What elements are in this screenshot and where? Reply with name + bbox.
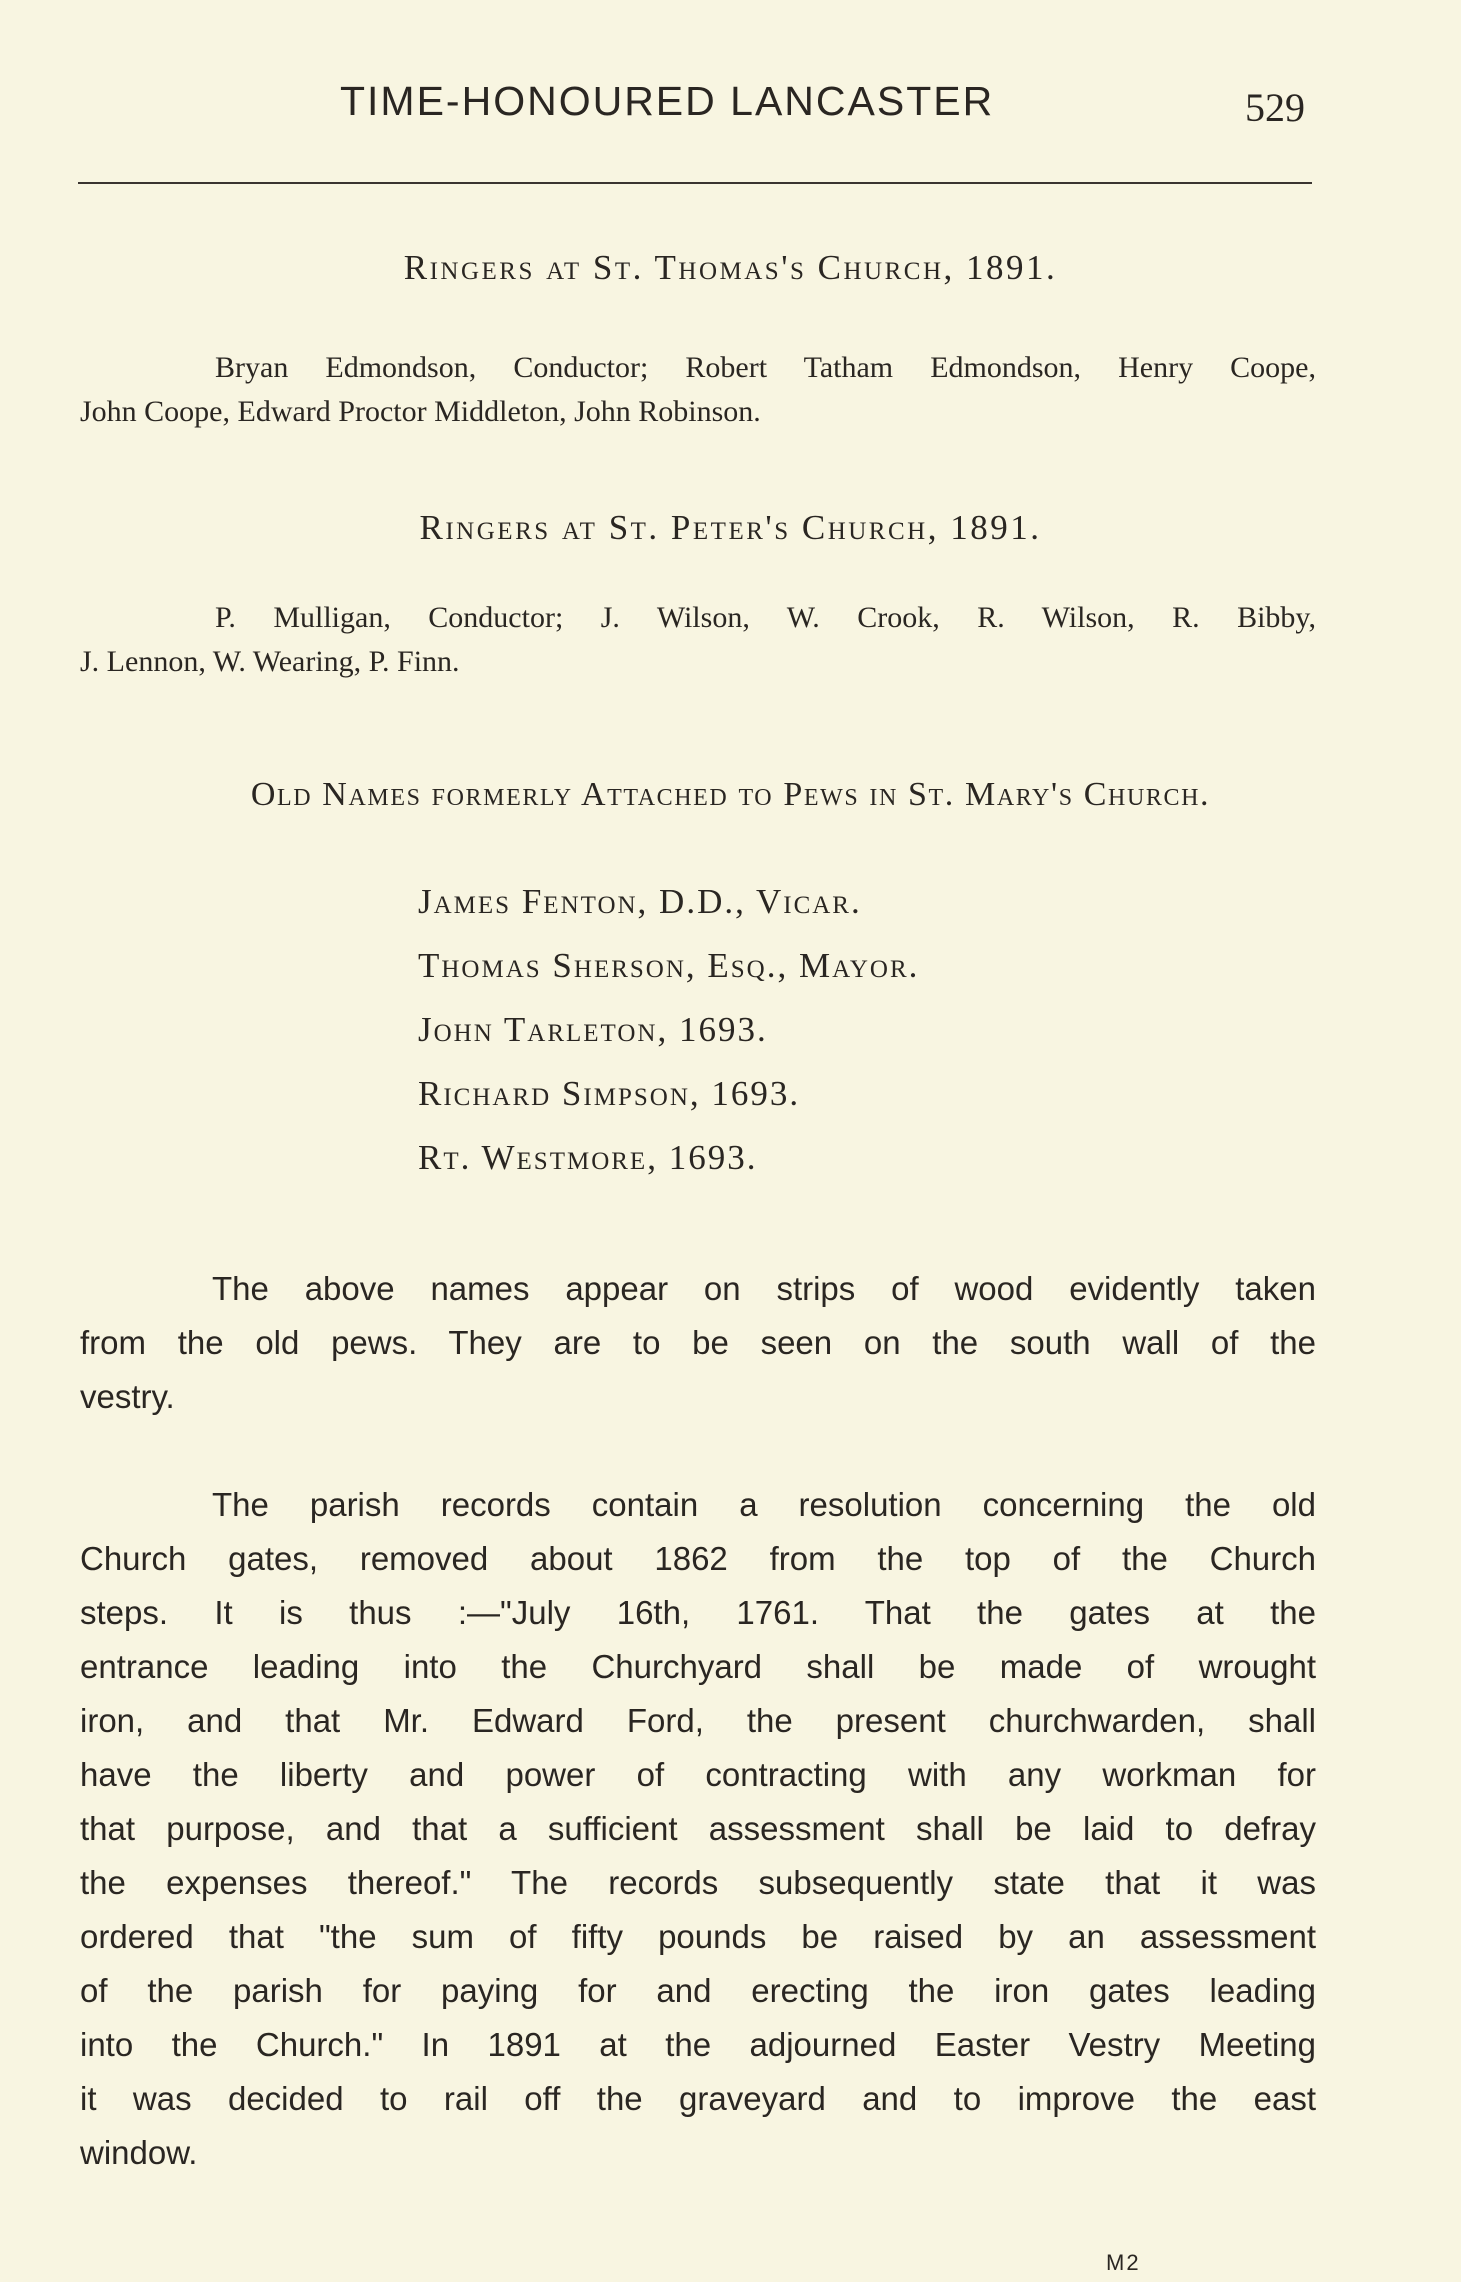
pew-name: James Fenton, D.D., Vicar.: [418, 882, 862, 921]
pews-heading: Old Names formerly Attached to Pews in St. Mary's Church.: [250, 776, 1211, 813]
header-rule: [78, 182, 1312, 184]
pew-names-list: [418, 870, 1218, 1190]
st-thomas-ringers-line: John Coope, Edward Proctor Middleton, John Robinson.: [80, 395, 761, 428]
page-number: 529: [1245, 85, 1305, 130]
st-peter-ringers: [80, 596, 1316, 684]
pew-name: Thomas Sherson, Esq., Mayor.: [418, 946, 920, 985]
st-thomas-heading: Ringers at St. Thomas's Church, 1891.: [403, 248, 1058, 287]
paragraph-line: from the old pews. They are to be seen on the south wall of the: [80, 1324, 1316, 1361]
paragraph-line: steps. It is thus :—"July 16th, 1761. That the gates at the: [80, 1594, 1316, 1631]
st-peter-heading: Ringers at St. Peter's Church, 1891.: [419, 508, 1042, 547]
paragraph-church-gates: [80, 1478, 1316, 2180]
paragraph-pews-note: [80, 1262, 1316, 1424]
paragraph-line: Church gates, removed about 1862 from the top of the Church: [80, 1540, 1316, 1577]
paragraph-line: window.: [80, 2134, 198, 2171]
pew-name: Richard Simpson, 1693.: [418, 1074, 801, 1113]
paragraph-line: ordered that "the sum of fifty pounds be raised by an assessment: [80, 1918, 1316, 1955]
st-peter-ringers-line: J. Lennon, W. Wearing, P. Finn.: [80, 645, 460, 678]
paragraph-line: iron, and that Mr. Edward Ford, the present churchwarden, shall: [80, 1702, 1316, 1739]
pew-name: John Tarleton, 1693.: [418, 1010, 768, 1049]
paragraph-line: have the liberty and power of contracting with any workman for: [80, 1756, 1316, 1793]
pew-name: Rt. Westmore, 1693.: [418, 1138, 758, 1177]
paragraph-line: entrance leading into the Churchyard shall be made of wrought: [80, 1648, 1316, 1685]
paragraph-line: The above names appear on strips of wood evidently taken: [212, 1270, 1316, 1307]
paragraph-line: of the parish for paying for and erecting the iron gates leading: [80, 1972, 1316, 2009]
paragraph-line: the expenses thereof." The records subsequently state that it was: [80, 1864, 1316, 1901]
st-peter-ringers-line: P. Mulligan, Conductor; J. Wilson, W. Crook, R. Wilson, R. Bibby,: [215, 601, 1316, 634]
st-thomas-ringers: [80, 346, 1316, 434]
paragraph-line: into the Church." In 1891 at the adjourned Easter Vestry Meeting: [80, 2026, 1316, 2063]
paragraph-line: that purpose, and that a sufficient assessment shall be laid to defray: [80, 1810, 1316, 1847]
signature-mark: M2: [1106, 2250, 1141, 2275]
running-head: [0, 78, 1461, 138]
paragraph-line: it was decided to rail off the graveyard and to improve the east: [80, 2080, 1316, 2117]
paragraph-line: The parish records contain a resolution concerning the old: [212, 1486, 1316, 1523]
running-title: TIME-HONOURED LANCASTER: [340, 78, 995, 124]
st-thomas-ringers-line: Bryan Edmondson, Conductor; Robert Tatham Edmondson, Henry Coope,: [215, 351, 1316, 384]
paragraph-line: vestry.: [80, 1378, 175, 1415]
